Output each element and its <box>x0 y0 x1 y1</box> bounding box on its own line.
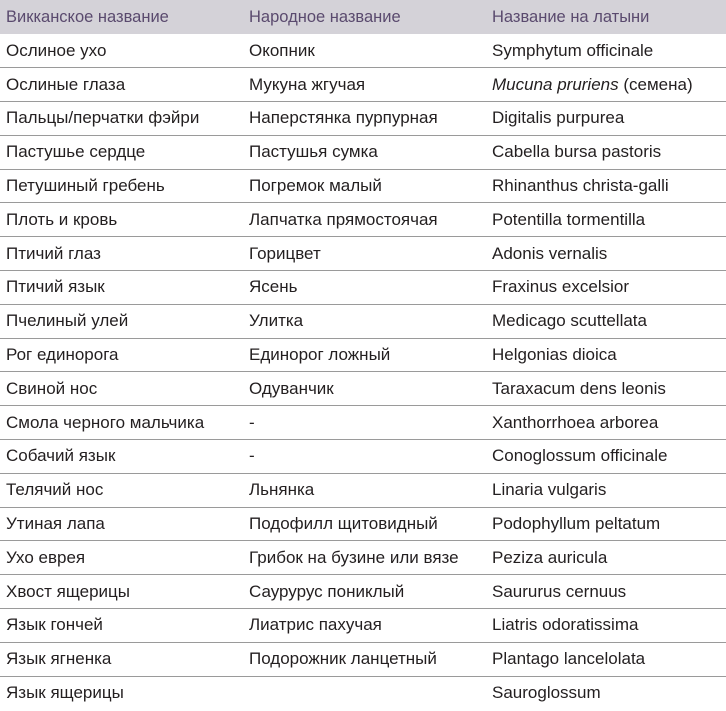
folk-name-cell: Грибок на бузине или вязе <box>243 541 486 575</box>
wiccan-name-cell: Смола черного мальчика <box>0 406 243 440</box>
wiccan-name-cell: Хвост ящерицы <box>0 575 243 609</box>
latin-name-note: (семена) <box>618 74 693 94</box>
latin-name-cell <box>486 642 726 676</box>
table-row <box>0 169 726 203</box>
table-row <box>0 507 726 541</box>
latin-name-cell <box>486 575 726 609</box>
table-row <box>0 203 726 237</box>
table-row <box>0 304 726 338</box>
latin-name-cell <box>486 440 726 474</box>
latin-name: Adonis vernalis <box>492 243 608 263</box>
folk-name-cell: Окопник <box>243 34 486 68</box>
table-row <box>0 68 726 102</box>
folk-name-cell: Мукуна жгучая <box>243 68 486 102</box>
table-row <box>0 609 726 643</box>
wiccan-name-cell: Пастушье сердце <box>0 135 243 169</box>
table-row <box>0 372 726 406</box>
latin-name: Peziza auricula <box>492 547 608 567</box>
folk-name-cell: - <box>243 440 486 474</box>
wiccan-name-cell: Телячий нос <box>0 473 243 507</box>
table-row <box>0 237 726 271</box>
latin-name-cell <box>486 473 726 507</box>
folk-name-cell: Наперстянка пурпурная <box>243 102 486 136</box>
wiccan-name-cell: Ухо еврея <box>0 541 243 575</box>
latin-name: Sauroglossum <box>492 683 601 703</box>
table-row <box>0 135 726 169</box>
latin-name-cell <box>486 102 726 136</box>
folk-name-cell: Льнянка <box>243 473 486 507</box>
folk-name-cell: Лапчатка прямостоячая <box>243 203 486 237</box>
wiccan-name-cell: Птичий глаз <box>0 237 243 271</box>
table-body <box>0 34 726 710</box>
wiccan-name-cell: Пчелиный улей <box>0 304 243 338</box>
folk-name-cell: Ясень <box>243 271 486 305</box>
latin-name-cell <box>486 237 726 271</box>
latin-name: Cabella bursa pastoris <box>492 142 662 162</box>
latin-name-cell <box>486 271 726 305</box>
wiccan-name-cell: Пальцы/перчатки фэйри <box>0 102 243 136</box>
latin-name: Mucuna pruriens <box>492 74 619 94</box>
latin-name-cell <box>486 203 726 237</box>
latin-name-cell <box>486 34 726 68</box>
folk-name-cell: Одуванчик <box>243 372 486 406</box>
table-row <box>0 406 726 440</box>
wiccan-name-cell: Ослиные глаза <box>0 68 243 102</box>
header-folk-name: Народное название <box>249 7 401 26</box>
table-row <box>0 676 726 710</box>
folk-name-cell: Единорог ложный <box>243 338 486 372</box>
table-row <box>0 541 726 575</box>
wiccan-name-cell: Петушиный гребень <box>0 169 243 203</box>
wiccan-name-cell: Свиной нос <box>0 372 243 406</box>
table-row <box>0 271 726 305</box>
latin-name-cell <box>486 338 726 372</box>
table-row <box>0 575 726 609</box>
wiccan-name-cell: Язык ягненка <box>0 642 243 676</box>
folk-name-cell <box>243 676 486 710</box>
latin-name: Helgonias dioica <box>492 345 617 365</box>
latin-name: Xanthorrhoea arborea <box>492 412 659 432</box>
table-row <box>0 102 726 136</box>
folk-name-cell: Погремок малый <box>243 169 486 203</box>
latin-name-cell <box>486 609 726 643</box>
latin-name: Medicago scuttellata <box>492 311 647 331</box>
wiccan-name-cell: Утиная лапа <box>0 507 243 541</box>
latin-name: Liatris odoratissima <box>492 615 639 635</box>
latin-name: Symphytum officinale <box>492 40 654 60</box>
wiccan-name-cell: Ослиное ухо <box>0 34 243 68</box>
latin-name: Linaria vulgaris <box>492 480 607 500</box>
wiccan-name-cell: Плоть и кровь <box>0 203 243 237</box>
latin-name-cell <box>486 676 726 710</box>
table-row <box>0 473 726 507</box>
latin-name-cell <box>486 406 726 440</box>
folk-name-cell: Подофилл щитовидный <box>243 507 486 541</box>
latin-name: Podophyllum peltatum <box>492 514 661 534</box>
latin-name-cell <box>486 304 726 338</box>
table-row <box>0 338 726 372</box>
folk-name-cell: Горицвет <box>243 237 486 271</box>
folk-name-cell: Саурурус пониклый <box>243 575 486 609</box>
folk-name-cell: Лиатрис пахучая <box>243 609 486 643</box>
latin-name-cell <box>486 135 726 169</box>
wiccan-name-cell: Птичий язык <box>0 271 243 305</box>
latin-name: Plantago lancelolata <box>492 649 646 669</box>
header-wiccan-name: Викканское название <box>6 7 169 26</box>
latin-name: Rhinanthus christa-galli <box>492 176 669 196</box>
folk-name-cell: Улитка <box>243 304 486 338</box>
latin-name: Digitalis purpurea <box>492 108 625 128</box>
latin-name-cell <box>486 372 726 406</box>
folk-name-cell: Подорожник ланцетный <box>243 642 486 676</box>
latin-name: Taraxacum dens leonis <box>492 378 666 398</box>
header-row <box>0 0 726 34</box>
wiccan-name-cell: Язык ящерицы <box>6 683 124 703</box>
latin-name: Conoglossum officinale <box>492 446 668 466</box>
wiccan-name-cell: Рог единорога <box>0 338 243 372</box>
latin-name-cell <box>486 68 726 102</box>
table-row <box>0 642 726 676</box>
latin-name-cell <box>486 169 726 203</box>
header-latin-name: Название на латыни <box>492 7 650 26</box>
folk-name-cell: - <box>243 406 486 440</box>
latin-name: Potentilla tormentilla <box>492 209 646 229</box>
latin-name-cell <box>486 507 726 541</box>
wiccan-name-cell: Язык гончей <box>0 609 243 643</box>
folk-name-cell: Пастушья сумка <box>243 135 486 169</box>
table-row <box>0 440 726 474</box>
latin-name: Saururus cernuus <box>492 581 627 601</box>
wiccan-name-cell: Собачий язык <box>0 440 243 474</box>
table-row <box>0 34 726 68</box>
table-header <box>0 0 726 34</box>
latin-name: Fraxinus excelsior <box>492 277 629 297</box>
latin-name-cell <box>486 541 726 575</box>
